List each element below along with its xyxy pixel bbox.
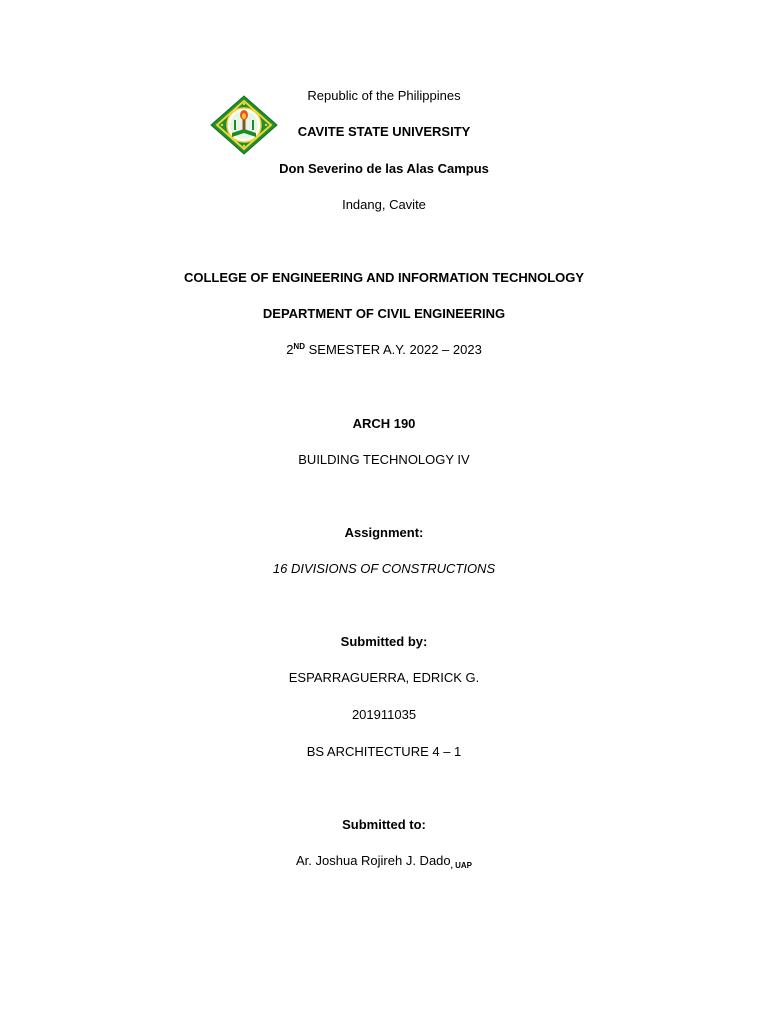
semester-ordinal: ND — [293, 342, 305, 351]
semester-text: SEMESTER A.Y. 2022 – 2023 — [304, 342, 482, 357]
department-name: DEPARTMENT OF CIVIL ENGINEERING — [262, 306, 506, 321]
instructor-name: Ar. Joshua Rojireh J. Dado — [296, 853, 451, 868]
assignment-title: 16 DIVISIONS OF CONSTRUCTIONS — [272, 561, 496, 576]
student-id: 201911035 — [351, 707, 417, 722]
student-name: ESPARRAGUERRA, EDRICK G. — [288, 670, 480, 685]
course-code: ARCH 190 — [352, 416, 416, 431]
campus-name: Don Severino de las Alas Campus — [279, 161, 489, 176]
submitted-to-label: Submitted to: — [342, 817, 426, 832]
republic-line: Republic of the Philippines — [307, 88, 461, 103]
course-title: BUILDING TECHNOLOGY IV — [298, 452, 470, 467]
campus-location: Indang, Cavite — [342, 197, 426, 212]
submitted-by-label: Submitted by: — [340, 634, 428, 649]
college-name: COLLEGE OF ENGINEERING AND INFORMATION TECHNOLOGY — [183, 270, 585, 285]
student-program: BS ARCHITECTURE 4 – 1 — [306, 744, 462, 759]
instructor-line — [0, 853, 768, 869]
semester-number: 2 — [286, 342, 294, 357]
instructor-suffix: , UAP — [450, 861, 472, 870]
semester-line — [0, 342, 768, 358]
assignment-label: Assignment: — [344, 525, 424, 540]
university-name: CAVITE STATE UNIVERSITY — [297, 124, 471, 139]
